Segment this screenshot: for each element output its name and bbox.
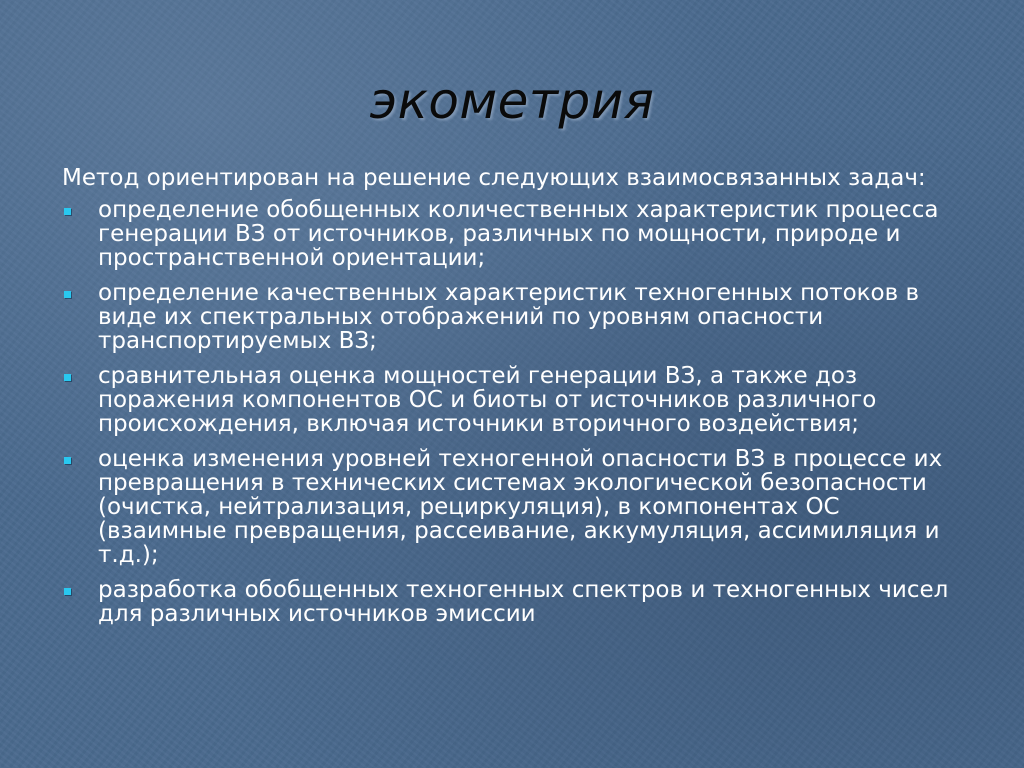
bullet-text: определение качественных характеристик техногенных потоков в виде их спектральных отображений по уровням опасности транспортируемых ВЗ; bbox=[98, 280, 920, 354]
square-bullet-icon bbox=[64, 208, 71, 215]
bullet-text: сравнительная оценка мощностей генерации ВЗ, а также доз поражения компонентов ОС и биоты от источников различного происхождения, включая источники вторичного воздействия; bbox=[98, 363, 877, 437]
square-bullet-icon bbox=[64, 291, 71, 298]
square-bullet-icon bbox=[64, 374, 71, 381]
bullet-item bbox=[62, 578, 962, 626]
bullet-item bbox=[62, 198, 962, 270]
square-bullet-icon bbox=[64, 457, 71, 464]
bullet-list bbox=[62, 198, 962, 626]
slide-title: экометрия bbox=[369, 72, 655, 130]
bullet-item bbox=[62, 281, 962, 353]
bullet-item bbox=[62, 447, 962, 567]
bullet-text: оценка изменения уровней техногенной опасности ВЗ в процессе их превращения в технических системах экологической безопасности (очистка, нейтрализация, рециркуляция), в компонентах ОС (взаимные превращения, рассеивание, аккумуляция, ассимиляция и т.д.); bbox=[98, 446, 943, 568]
bullet-item bbox=[62, 364, 962, 436]
slide-body bbox=[62, 166, 962, 637]
square-bullet-icon bbox=[64, 588, 71, 595]
intro-text: Метод ориентирован на решение следующих взаимосвязанных задач: bbox=[62, 165, 926, 191]
bullet-text: разработка обобщенных техногенных спектров и техногенных чисел для различных источников эмиссии bbox=[98, 577, 949, 627]
bullet-text: определение обобщенных количественных характеристик процесса генерации ВЗ от источников, различных по мощности, природе и пространственной ориентации; bbox=[98, 197, 939, 271]
